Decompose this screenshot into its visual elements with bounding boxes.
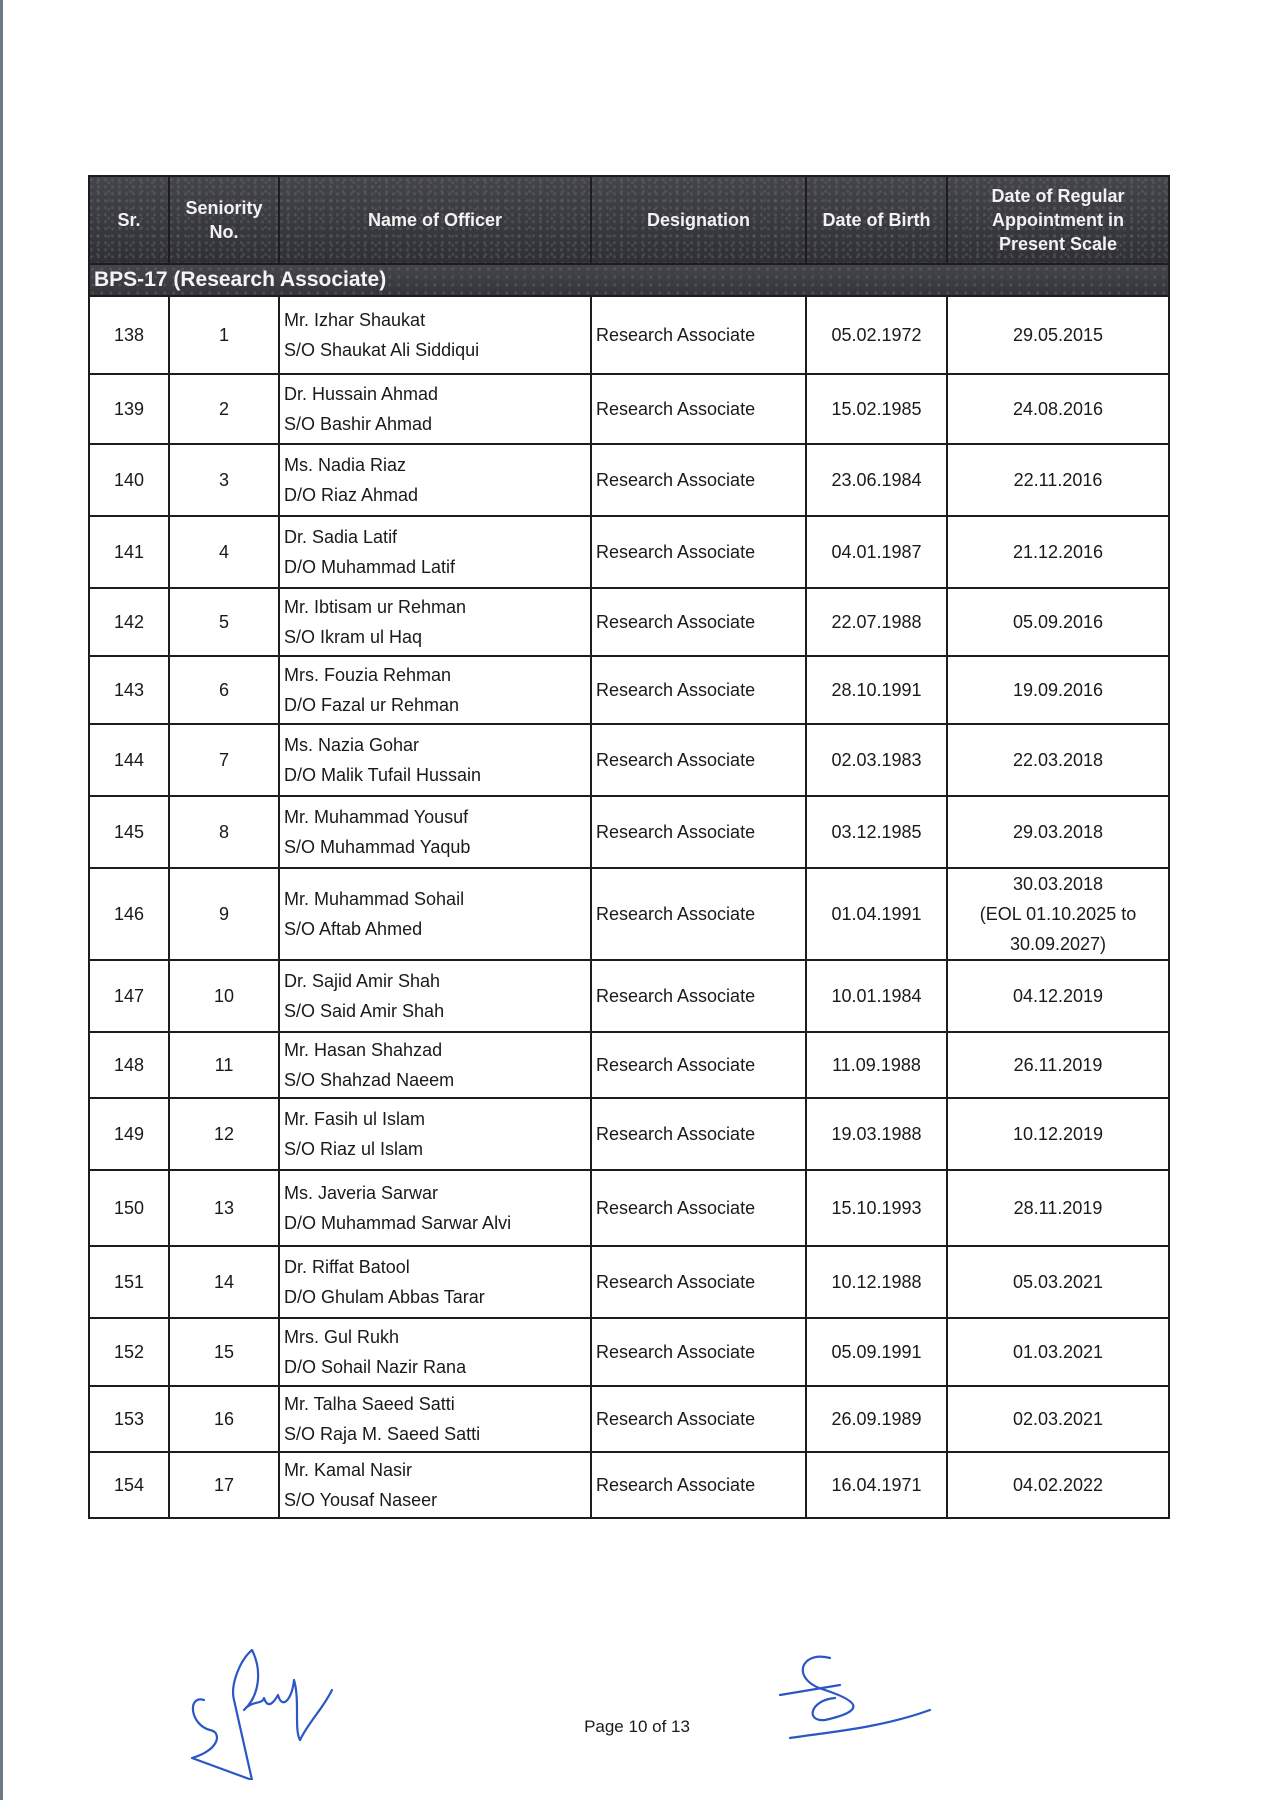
- cell-seniority: 11: [169, 1032, 279, 1098]
- officer-parent: S/O Said Amir Shah: [284, 1001, 445, 1021]
- cell-dob: 23.06.1984: [806, 444, 947, 516]
- appointment-date: 22.03.2018: [1012, 750, 1104, 770]
- cell-appointment: [947, 868, 1169, 960]
- table-row: [89, 296, 1169, 374]
- cell-dob: 26.09.1989: [806, 1386, 947, 1452]
- cell-sr: 139: [89, 374, 169, 444]
- officer-name: Mr. Izhar Shaukat: [284, 310, 426, 330]
- cell-designation: Research Associate: [591, 656, 806, 724]
- officer-name: Dr. Riffat Batool: [284, 1257, 410, 1277]
- header-dob: Date of Birth: [806, 176, 947, 264]
- cell-appointment: [947, 796, 1169, 868]
- cell-name: [279, 374, 591, 444]
- appointment-date: 29.05.2015: [1012, 325, 1104, 345]
- cell-seniority: 5: [169, 588, 279, 656]
- cell-appointment: [947, 374, 1169, 444]
- cell-dob: 02.03.1983: [806, 724, 947, 796]
- cell-sr: 154: [89, 1452, 169, 1518]
- cell-name: [279, 296, 591, 374]
- header-seniority-line2: No.: [209, 222, 239, 242]
- cell-sr: 145: [89, 796, 169, 868]
- table-row: [89, 444, 1169, 516]
- cell-sr: 150: [89, 1170, 169, 1246]
- officer-parent: S/O Aftab Ahmed: [284, 919, 423, 939]
- officer-parent: D/O Fazal ur Rehman: [284, 695, 460, 715]
- table-row: [89, 1386, 1169, 1452]
- cell-sr: 144: [89, 724, 169, 796]
- header-seniority-line1: Seniority: [185, 198, 263, 218]
- cell-seniority: 9: [169, 868, 279, 960]
- officer-name: Mr. Ibtisam ur Rehman: [284, 597, 467, 617]
- cell-sr: 147: [89, 960, 169, 1032]
- cell-seniority: 4: [169, 516, 279, 588]
- cell-sr: 142: [89, 588, 169, 656]
- cell-appointment: [947, 724, 1169, 796]
- officer-parent: D/O Malik Tufail Hussain: [284, 765, 482, 785]
- cell-appointment: [947, 444, 1169, 516]
- cell-dob: 05.02.1972: [806, 296, 947, 374]
- cell-sr: 138: [89, 296, 169, 374]
- table-row: [89, 724, 1169, 796]
- officer-parent: S/O Bashir Ahmad: [284, 414, 433, 434]
- cell-designation: Research Associate: [591, 516, 806, 588]
- cell-designation: Research Associate: [591, 588, 806, 656]
- cell-name: [279, 1318, 591, 1386]
- cell-dob: 05.09.1991: [806, 1318, 947, 1386]
- table-row: [89, 516, 1169, 588]
- officer-name: Mrs. Fouzia Rehman: [284, 665, 452, 685]
- header-sr: Sr.: [89, 176, 169, 264]
- cell-name: [279, 1246, 591, 1318]
- cell-sr: 152: [89, 1318, 169, 1386]
- appointment-date: 04.12.2019: [1012, 986, 1104, 1006]
- cell-name: [279, 1032, 591, 1098]
- cell-designation: Research Associate: [591, 796, 806, 868]
- header-designation: Designation: [591, 176, 806, 264]
- cell-dob: 15.02.1985: [806, 374, 947, 444]
- officer-name: Ms. Javeria Sarwar: [284, 1183, 439, 1203]
- officer-name: Mr. Muhammad Sohail: [284, 889, 465, 909]
- signature-right-icon: [770, 1650, 940, 1740]
- cell-appointment: [947, 656, 1169, 724]
- cell-name: [279, 960, 591, 1032]
- cell-designation: Research Associate: [591, 868, 806, 960]
- cell-seniority: 1: [169, 296, 279, 374]
- cell-seniority: 14: [169, 1246, 279, 1318]
- table-row: [89, 868, 1169, 960]
- officer-parent: D/O Muhammad Sarwar Alvi: [284, 1213, 512, 1233]
- signature-left-icon: [182, 1640, 342, 1780]
- officer-parent: D/O Muhammad Latif: [284, 557, 456, 577]
- table-row: [89, 1318, 1169, 1386]
- appointment-date: 28.11.2019: [1013, 1198, 1103, 1218]
- appointment-date: 05.09.2016: [1012, 612, 1104, 632]
- officer-parent: S/O Yousaf Naseer: [284, 1490, 438, 1510]
- header-name: Name of Officer: [279, 176, 591, 264]
- cell-name: [279, 1170, 591, 1246]
- cell-seniority: 7: [169, 724, 279, 796]
- cell-designation: Research Associate: [591, 374, 806, 444]
- officer-parent: S/O Shaukat Ali Siddiqui: [284, 340, 480, 360]
- officer-parent: D/O Ghulam Abbas Tarar: [284, 1287, 485, 1307]
- cell-seniority: 12: [169, 1098, 279, 1170]
- officer-parent: S/O Riaz ul Islam: [284, 1139, 424, 1159]
- officer-parent: S/O Muhammad Yaqub: [284, 837, 471, 857]
- appointment-date: 30.03.2018: [1012, 874, 1104, 894]
- cell-name: [279, 1386, 591, 1452]
- cell-name: [279, 1098, 591, 1170]
- appointment-date: 29.03.2018: [1012, 822, 1104, 842]
- cell-sr: 148: [89, 1032, 169, 1098]
- appointment-date: 19.09.2016: [1012, 680, 1104, 700]
- cell-designation: Research Associate: [591, 296, 806, 374]
- cell-sr: 151: [89, 1246, 169, 1318]
- cell-name: [279, 444, 591, 516]
- officer-parent: D/O Riaz Ahmad: [284, 485, 419, 505]
- table-row: [89, 1452, 1169, 1518]
- appointment-date: 26.11.2019: [1013, 1055, 1103, 1075]
- appointment-note-1: (EOL 01.10.2025 to: [979, 904, 1137, 924]
- cell-dob: 28.10.1991: [806, 656, 947, 724]
- cell-name: [279, 724, 591, 796]
- cell-dob: 11.09.1988: [806, 1032, 947, 1098]
- cell-designation: Research Associate: [591, 960, 806, 1032]
- cell-dob: 22.07.1988: [806, 588, 947, 656]
- cell-dob: 04.01.1987: [806, 516, 947, 588]
- cell-sr: 153: [89, 1386, 169, 1452]
- cell-seniority: 17: [169, 1452, 279, 1518]
- header-appointment: Date of Regular Appointment in Present Scale: [947, 176, 1169, 264]
- officer-parent: S/O Ikram ul Haq: [284, 627, 423, 647]
- page-number: Page 10 of 13: [584, 1717, 690, 1736]
- cell-appointment: [947, 1032, 1169, 1098]
- appointment-date: 22.11.2016: [1013, 470, 1103, 490]
- section-row: [89, 264, 1169, 296]
- officer-parent: S/O Shahzad Naeem: [284, 1070, 455, 1090]
- table-row: [89, 374, 1169, 444]
- cell-designation: Research Associate: [591, 1318, 806, 1386]
- cell-name: [279, 796, 591, 868]
- cell-designation: Research Associate: [591, 1246, 806, 1318]
- cell-appointment: [947, 516, 1169, 588]
- cell-designation: Research Associate: [591, 1032, 806, 1098]
- appointment-note-2: 30.09.2027): [1009, 934, 1107, 954]
- page-edge: [0, 0, 3, 1800]
- table-row: [89, 1170, 1169, 1246]
- cell-seniority: 2: [169, 374, 279, 444]
- cell-seniority: 15: [169, 1318, 279, 1386]
- officer-name: Dr. Sajid Amir Shah: [284, 971, 441, 991]
- appointment-date: 01.03.2021: [1012, 1342, 1104, 1362]
- cell-designation: Research Associate: [591, 724, 806, 796]
- table-row: [89, 1098, 1169, 1170]
- appointment-date: 05.03.2021: [1012, 1272, 1104, 1292]
- cell-seniority: 10: [169, 960, 279, 1032]
- header-seniority: [169, 176, 279, 264]
- cell-appointment: [947, 1098, 1169, 1170]
- seniority-table: [88, 175, 1170, 1519]
- cell-designation: Research Associate: [591, 1452, 806, 1518]
- cell-dob: 19.03.1988: [806, 1098, 947, 1170]
- cell-dob: 15.10.1993: [806, 1170, 947, 1246]
- cell-appointment: [947, 1318, 1169, 1386]
- officer-name: Mr. Talha Saeed Satti: [284, 1394, 455, 1414]
- cell-sr: 146: [89, 868, 169, 960]
- cell-appointment: [947, 1246, 1169, 1318]
- cell-appointment: [947, 1386, 1169, 1452]
- header-row: [89, 176, 1169, 264]
- cell-seniority: 16: [169, 1386, 279, 1452]
- cell-name: [279, 868, 591, 960]
- cell-dob: 10.01.1984: [806, 960, 947, 1032]
- officer-name: Ms. Nadia Riaz: [284, 455, 407, 475]
- cell-name: [279, 656, 591, 724]
- officer-name: Mr. Fasih ul Islam: [284, 1109, 426, 1129]
- cell-appointment: [947, 1170, 1169, 1246]
- cell-seniority: 6: [169, 656, 279, 724]
- cell-appointment: [947, 588, 1169, 656]
- cell-designation: Research Associate: [591, 1098, 806, 1170]
- table-row: [89, 1246, 1169, 1318]
- officer-name: Ms. Nazia Gohar: [284, 735, 420, 755]
- cell-sr: 149: [89, 1098, 169, 1170]
- officer-parent: S/O Raja M. Saeed Satti: [284, 1424, 481, 1444]
- table-row: [89, 796, 1169, 868]
- appointment-date: 04.02.2022: [1012, 1475, 1104, 1495]
- officer-name: Mr. Kamal Nasir: [284, 1460, 413, 1480]
- cell-sr: 140: [89, 444, 169, 516]
- cell-dob: 01.04.1991: [806, 868, 947, 960]
- cell-appointment: [947, 960, 1169, 1032]
- table-row: [89, 1032, 1169, 1098]
- table-row: [89, 656, 1169, 724]
- section-title: BPS-17 (Research Associate): [89, 264, 1169, 296]
- cell-seniority: 8: [169, 796, 279, 868]
- cell-seniority: 13: [169, 1170, 279, 1246]
- officer-name: Mr. Hasan Shahzad: [284, 1040, 443, 1060]
- cell-name: [279, 516, 591, 588]
- appointment-date: 21.12.2016: [1012, 542, 1104, 562]
- table-row: [89, 960, 1169, 1032]
- officer-name: Mr. Muhammad Yousuf: [284, 807, 469, 827]
- cell-name: [279, 1452, 591, 1518]
- cell-name: [279, 588, 591, 656]
- officer-name: Dr. Hussain Ahmad: [284, 384, 439, 404]
- cell-appointment: [947, 296, 1169, 374]
- cell-sr: 141: [89, 516, 169, 588]
- cell-seniority: 3: [169, 444, 279, 516]
- officer-name: Mrs. Gul Rukh: [284, 1327, 400, 1347]
- officer-name: Dr. Sadia Latif: [284, 527, 398, 547]
- appointment-date: 02.03.2021: [1012, 1409, 1104, 1429]
- appointment-date: 10.12.2019: [1012, 1124, 1104, 1144]
- table-row: [89, 588, 1169, 656]
- cell-dob: 16.04.1971: [806, 1452, 947, 1518]
- cell-dob: 03.12.1985: [806, 796, 947, 868]
- cell-designation: Research Associate: [591, 444, 806, 516]
- cell-dob: 10.12.1988: [806, 1246, 947, 1318]
- appointment-date: 24.08.2016: [1012, 399, 1104, 419]
- cell-designation: Research Associate: [591, 1386, 806, 1452]
- officer-parent: D/O Sohail Nazir Rana: [284, 1357, 467, 1377]
- cell-designation: Research Associate: [591, 1170, 806, 1246]
- cell-appointment: [947, 1452, 1169, 1518]
- cell-sr: 143: [89, 656, 169, 724]
